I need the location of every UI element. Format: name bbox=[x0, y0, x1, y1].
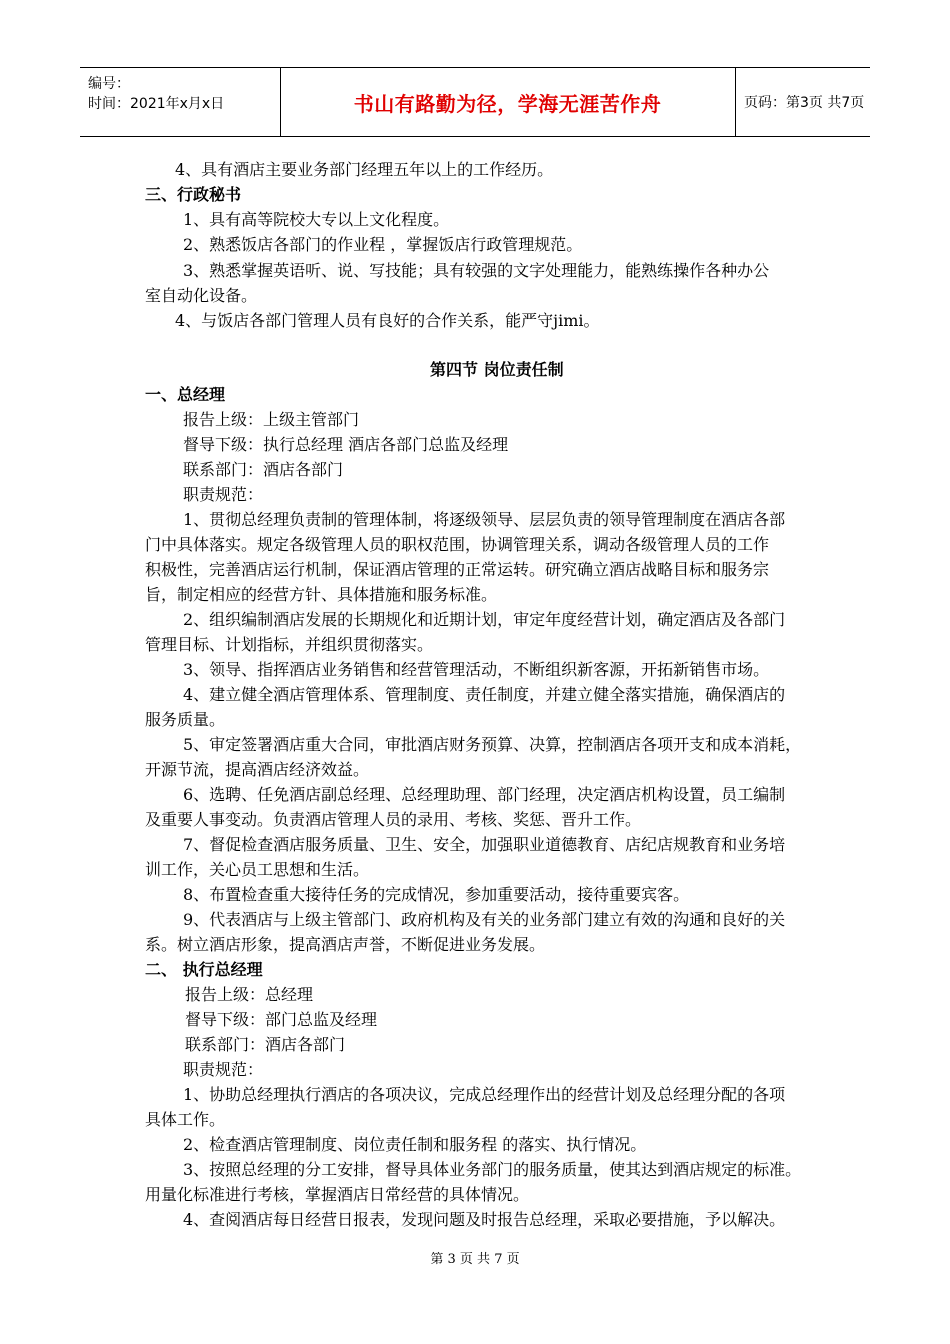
body-line: 2、熟悉饭店各部门的作业程 ，掌握饭店行政管理规范。 bbox=[183, 235, 583, 254]
body-line: 2、组织编制酒店发展的长期规化和近期计划，审定年度经营计划，确定酒店及各部门 bbox=[183, 610, 786, 629]
header-right-cell bbox=[736, 68, 870, 136]
page-footer: 第 3 页 共 7 页 bbox=[430, 1252, 520, 1267]
header-motto: 书山有路勤为径，学海无涯苦作舟 bbox=[353, 91, 662, 116]
body-line: 训工作，关心员工思想和生活。 bbox=[145, 860, 370, 879]
body-line: 具体工作。 bbox=[145, 1110, 226, 1129]
body-line: 督导下级：部门总监及经理 bbox=[185, 1010, 378, 1029]
body-line: 3、熟悉掌握英语听、说、写技能；具有较强的文字处理能力，能熟练操作各种办公 bbox=[183, 261, 770, 280]
document-date-label: 时间：2021年x月x日 bbox=[88, 96, 225, 112]
document-number-label: 编号： bbox=[88, 76, 130, 92]
body-line: 开源节流，提高酒店经济效益。 bbox=[145, 760, 370, 779]
section-heading: 二、 执行总经理 bbox=[145, 960, 263, 979]
body-line: 室自动化设备。 bbox=[145, 286, 258, 305]
body-line: 8、布置检查重大接待任务的完成情况，参加重要活动，接待重要宾客。 bbox=[183, 885, 690, 904]
body-line: 6、选聘、任免酒店副总经理、总经理助理、部门经理，决定酒店机构设置，员工编制 bbox=[183, 785, 786, 804]
body-line: 1、贯彻总经理负责制的管理体制，将逐级领导、层层负责的领导管理制度在酒店各部 bbox=[183, 510, 786, 529]
body-line: 报告上级：上级主管部门 bbox=[183, 410, 360, 429]
section-heading: 三、行政秘书 bbox=[145, 185, 242, 204]
body-line: 3、领导、指挥酒店业务销售和经营管理活动，不断组织新客源，开拓新销售市场。 bbox=[183, 660, 770, 679]
body-line: 5、审定签署酒店重大合同，审批酒店财务预算、决算，控制酒店各项开支和成本消耗， bbox=[183, 735, 802, 754]
body-line: 联系部门：酒店各部门 bbox=[185, 1035, 346, 1054]
header-left-cell bbox=[80, 68, 281, 136]
header-motto-cell bbox=[280, 68, 736, 136]
body-line: 1、具有高等院校大专以上文化程度。 bbox=[183, 210, 450, 229]
body-line: 系。树立酒店形象，提高酒店声誉，不断促进业务发展。 bbox=[145, 935, 546, 954]
header-page-info: 页码：第3页 共7页 bbox=[744, 95, 865, 111]
body-line: 联系部门：酒店各部门 bbox=[183, 460, 344, 479]
body-line: 及重要人事变动。负责酒店管理人员的录用、考核、奖惩、晋升工作。 bbox=[145, 810, 642, 829]
body-line: 用量化标准进行考核，掌握酒店日常经营的具体情况。 bbox=[145, 1185, 530, 1204]
body-line: 服务质量。 bbox=[145, 710, 226, 729]
body-line: 4、具有酒店主要业务部门经理五年以上的工作经历。 bbox=[175, 160, 554, 179]
page-header bbox=[80, 67, 870, 137]
body-line: 旨，制定相应的经营方针、具体措施和服务标准。 bbox=[145, 585, 498, 604]
body-line: 管理目标、计划指标，并组织贯彻落实。 bbox=[145, 635, 434, 654]
section-heading: 一、总经理 bbox=[145, 385, 226, 404]
body-line: 2、检查酒店管理制度、岗位责任制和服务程 的落实、执行情况。 bbox=[183, 1135, 647, 1154]
body-line: 职责规范： bbox=[183, 1060, 264, 1079]
body-line: 9、代表酒店与上级主管部门、政府机构及有关的业务部门建立有效的沟通和良好的关 bbox=[183, 910, 786, 929]
body-line: 积极性，完善酒店运行机制，保证酒店管理的正常运转。研究确立酒店战略目标和服务宗 bbox=[145, 560, 770, 579]
body-line: 4、查阅酒店每日经营日报表，发现问题及时报告总经理，采取必要措施，予以解决。 bbox=[183, 1210, 786, 1229]
chapter-title: 第四节 岗位责任制 bbox=[430, 360, 564, 379]
body-line: 4、与饭店各部门管理人员有良好的合作关系，能严守jimi。 bbox=[175, 311, 600, 330]
body-line: 门中具体落实。规定各级管理人员的职权范围，协调管理关系，调动各级管理人员的工作 bbox=[145, 535, 770, 554]
body-line: 职责规范： bbox=[183, 485, 264, 504]
body-line: 7、督促检查酒店服务质量、卫生、安全，加强职业道德教育、店纪店规教育和业务培 bbox=[183, 835, 786, 854]
body-line: 报告上级：总经理 bbox=[185, 985, 314, 1004]
body-line: 4、建立健全酒店管理体系、管理制度、责任制度，并建立健全落实措施，确保酒店的 bbox=[183, 685, 786, 704]
body-line: 督导下级：执行总经理 酒店各部门总监及经理 bbox=[183, 435, 509, 454]
body-line: 1、协助总经理执行酒店的各项决议，完成总经理作出的经营计划及总经理分配的各项 bbox=[183, 1085, 786, 1104]
body-line: 3、按照总经理的分工安排，督导具体业务部门的服务质量，使其达到酒店规定的标准。 bbox=[183, 1160, 802, 1179]
